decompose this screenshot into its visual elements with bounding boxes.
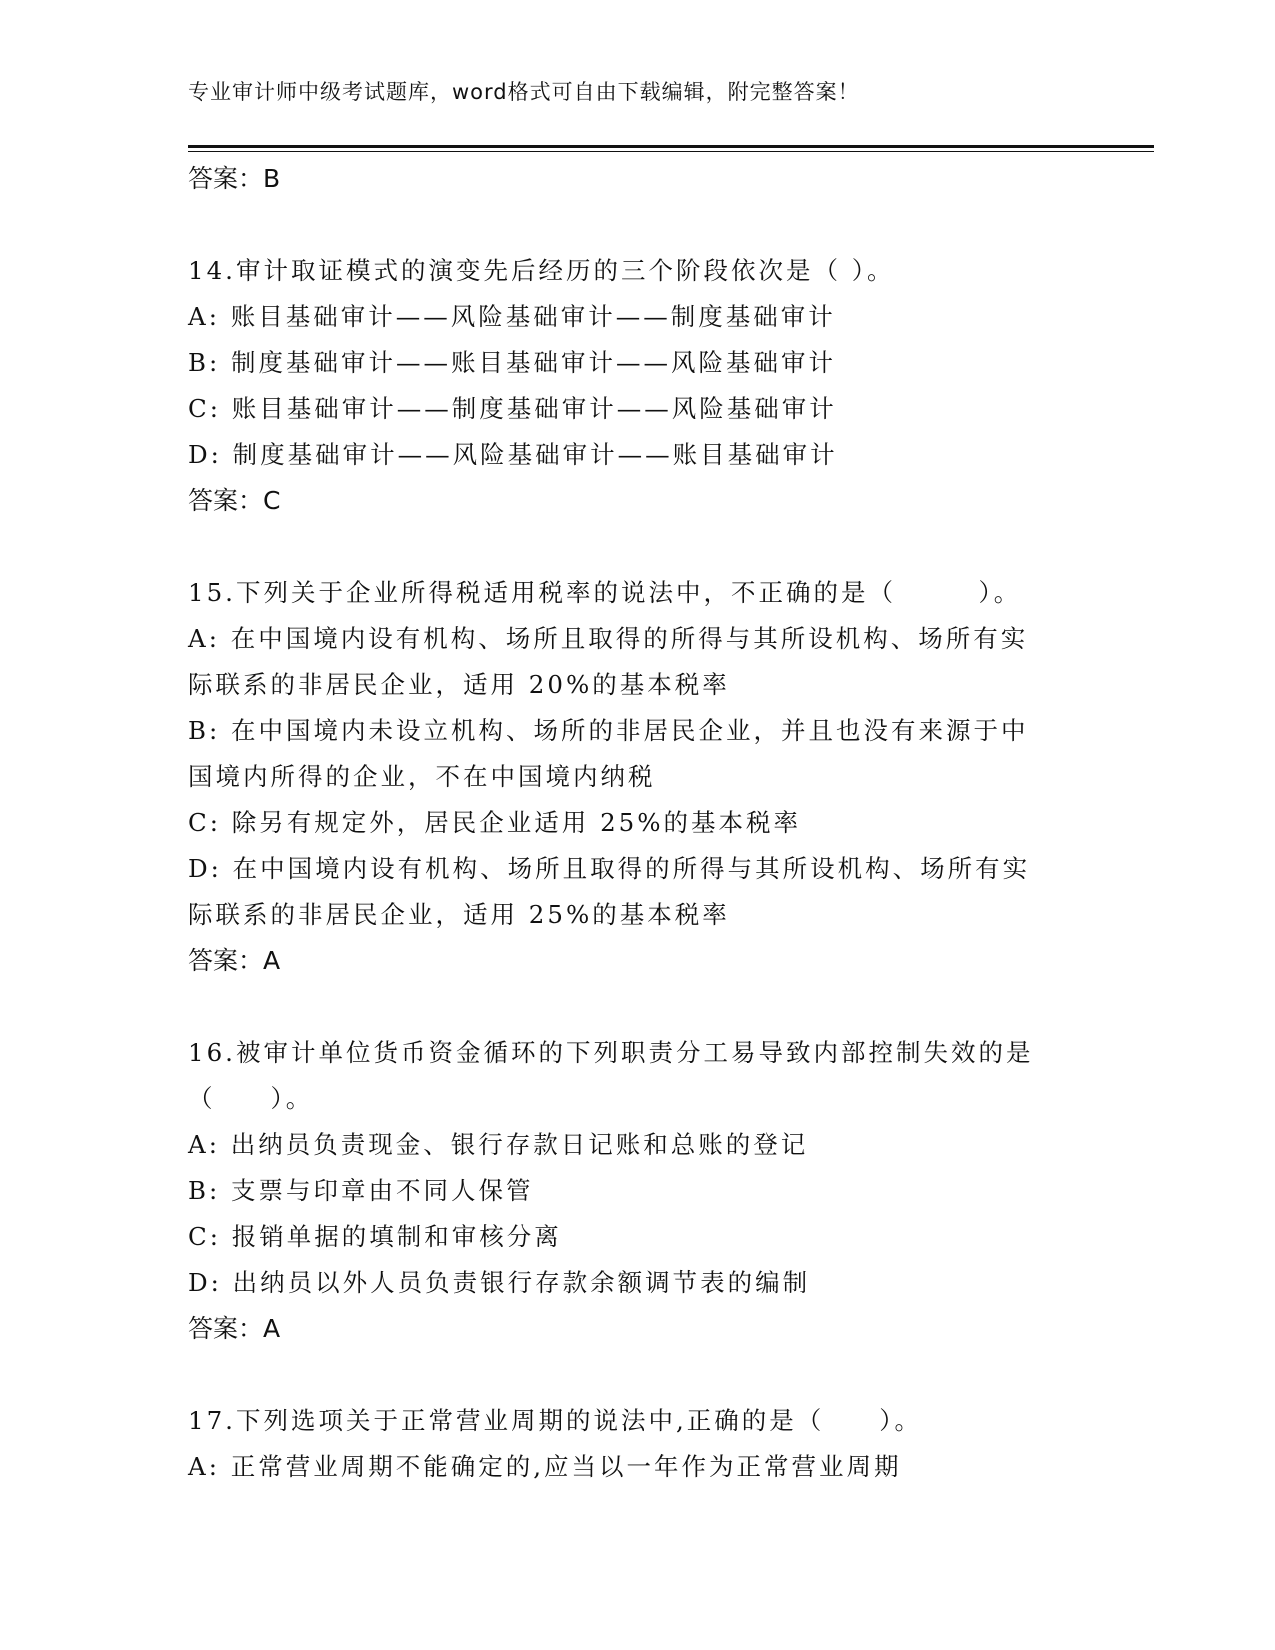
- page-header: 专业审计师中级考试题库，word格式可自由下载编辑，附完整答案！: [188, 80, 860, 104]
- option-b: B: 制度基础审计——账目基础审计——风险基础审计: [188, 348, 837, 377]
- option-a: A: 出纳员负责现金、银行存款日记账和总账的登记: [188, 1130, 809, 1159]
- question-stem: 14.审计取证模式的演变先后经历的三个阶段依次是（ ）。: [188, 256, 895, 285]
- spacer: [188, 984, 1088, 1030]
- option-a: A: 正常营业周期不能确定的,应当以一年作为正常营业周期: [188, 1452, 902, 1481]
- option-a: A: 账目基础审计——风险基础审计——制度基础审计: [188, 302, 836, 331]
- option-d-line-1: D: 在中国境内设有机构、场所且取得的所得与其所设机构、场所有实: [188, 854, 1031, 883]
- spacer: [188, 202, 1088, 248]
- question-14: [188, 248, 1088, 524]
- option-c: C: 账目基础审计——制度基础审计——风险基础审计: [188, 394, 837, 423]
- option-d-line-2: 际联系的非居民企业，适用 25%的基本税率: [188, 900, 730, 929]
- option-b-line-2: 国境内所得的企业，不在中国境内纳税: [188, 762, 656, 791]
- option-a-line-1: A: 在中国境内设有机构、场所且取得的所得与其所设机构、场所有实: [188, 624, 1029, 653]
- answer-prev: 答案：B: [188, 164, 281, 193]
- option-d: D: 出纳员以外人员负责银行存款余额调节表的编制: [188, 1268, 811, 1297]
- option-b: B: 支票与印章由不同人保管: [188, 1176, 534, 1205]
- answer: 答案：A: [188, 946, 281, 975]
- option-d: D: 制度基础审计——风险基础审计——账目基础审计: [188, 440, 838, 469]
- question-stem: 17.下列选项关于正常营业周期的说法中,正确的是（ ）。: [188, 1406, 922, 1435]
- question-stem: 15.下列关于企业所得税适用税率的说法中，不正确的是（ ）。: [188, 578, 1022, 607]
- question-17: [188, 1398, 1088, 1490]
- header-rule-thick: [188, 145, 1154, 148]
- question-list: [188, 156, 1088, 1490]
- option-c: C: 除另有规定外，居民企业适用 25%的基本税率: [188, 808, 802, 837]
- header-rule-thin: [188, 151, 1154, 152]
- question-stem-line-1: 16.被审计单位货币资金循环的下列职责分工易导致内部控制失效的是: [188, 1038, 1034, 1067]
- question-15: [188, 570, 1088, 984]
- option-c: C: 报销单据的填制和审核分离: [188, 1222, 562, 1251]
- answer: 答案：C: [188, 486, 281, 515]
- option-b-line-1: B: 在中国境内未设立机构、场所的非居民企业，并且也没有来源于中: [188, 716, 1029, 745]
- option-a-line-2: 际联系的非居民企业，适用 20%的基本税率: [188, 670, 730, 699]
- question-stem-line-2: （ ）。: [188, 1084, 314, 1113]
- spacer: [188, 524, 1088, 570]
- spacer: [188, 1352, 1088, 1398]
- question-16: [188, 1030, 1088, 1352]
- answer: 答案：A: [188, 1314, 281, 1343]
